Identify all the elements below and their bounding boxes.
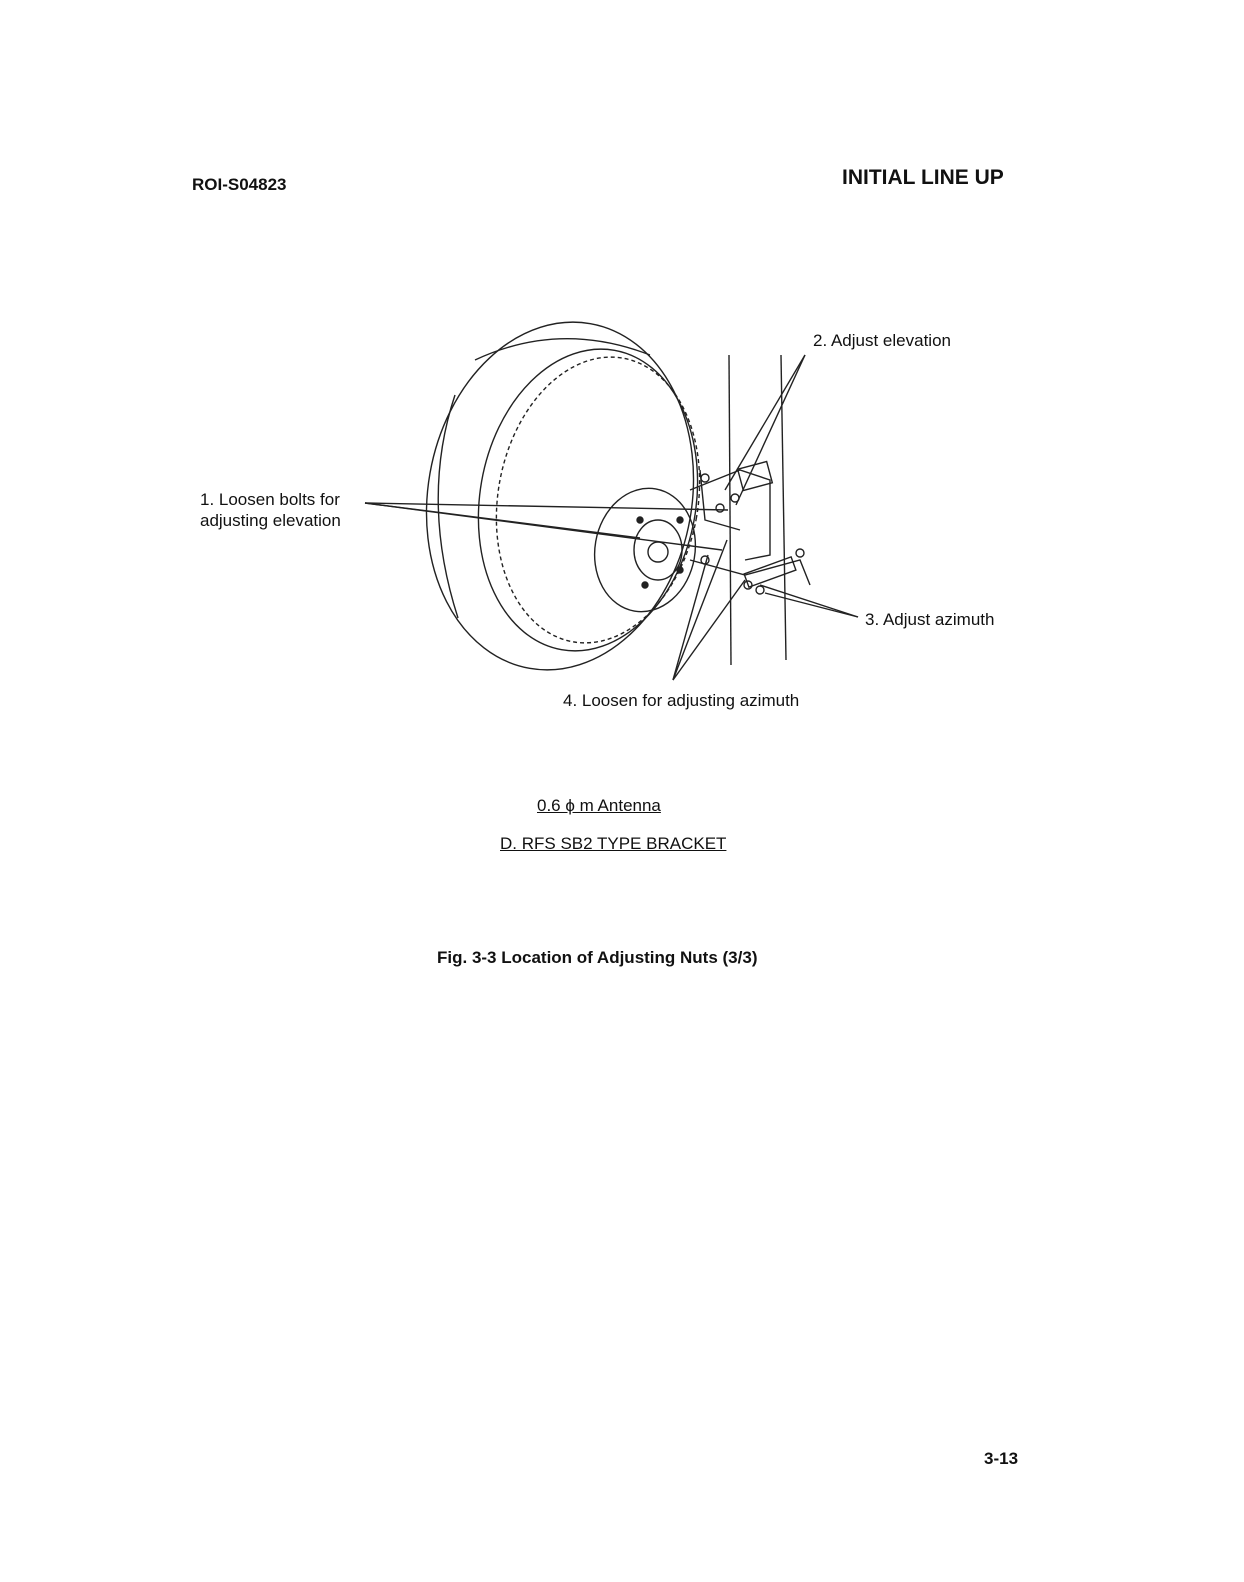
callout-adjust-azimuth: 3. Adjust azimuth: [865, 610, 995, 629]
antenna-size-label: 0.6 ϕ m Antenna: [537, 796, 661, 815]
document-id: ROI-S04823: [192, 175, 287, 194]
dish-face: [475, 341, 722, 659]
dish-side-band: [438, 395, 458, 618]
leader-1a: [365, 503, 728, 510]
leader-2a: [725, 355, 805, 490]
section-title: INITIAL LINE UP: [842, 166, 1004, 189]
callout-adjust-elevation: 2. Adjust elevation: [813, 331, 951, 350]
leader-1c: [365, 503, 722, 550]
callout-loosen-azimuth: 4. Loosen for adjusting azimuth: [563, 691, 800, 710]
pole-left-edge: [729, 355, 731, 665]
leader-3b: [765, 593, 858, 617]
figure-caption: Fig. 3-3 Location of Adjusting Nuts (3/3): [437, 948, 758, 967]
page-number: 3-13: [984, 1449, 1019, 1468]
callout-loosen-bolts-elevation: [200, 489, 341, 531]
leader-3a: [760, 585, 858, 617]
callout-1-line-2: adjusting elevation: [200, 511, 341, 530]
bracket-type-label: D. RFS SB2 TYPE BRACKET: [500, 834, 727, 853]
leader-4c: [673, 580, 745, 680]
callout-1-line-1: 1. Loosen bolts for: [200, 490, 340, 509]
dish-rim-inner: [455, 332, 721, 669]
